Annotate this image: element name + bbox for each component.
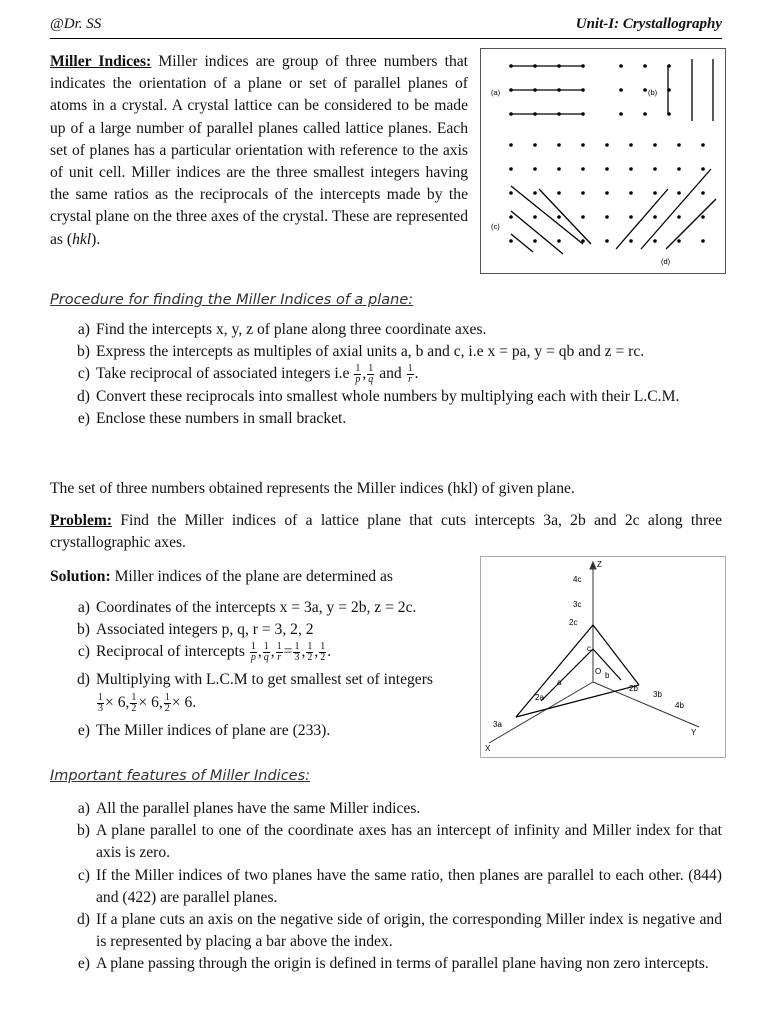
item-text: If the Miller indices of two planes have the same ratio, then planes are parallel to each other. (844) and (422) are parallel planes. [96, 866, 722, 906]
intercepts-figure [480, 556, 726, 758]
item-text: All the parallel planes have the same Miller indices. [96, 800, 421, 817]
item-marker: e) [77, 409, 90, 427]
lattice-points [509, 64, 705, 243]
lattice-point [677, 215, 681, 219]
list-item [50, 597, 480, 619]
lattice-point [509, 215, 513, 219]
lattice-point [509, 191, 513, 195]
lattice-point [533, 167, 537, 171]
item-text: Associated integers p, q, r = 3, 2, 2 [96, 621, 314, 639]
fraction: $\frac{1}{q}$ [368, 363, 374, 386]
figure-label-d: (d) [661, 257, 671, 266]
item-marker: e) [77, 721, 90, 739]
solution-label: Solution: [50, 568, 111, 585]
intro-end: ). [91, 230, 101, 248]
lattice-point [701, 215, 705, 219]
list-item [50, 909, 722, 953]
plane-triangle [516, 625, 639, 717]
procedure-list [50, 319, 722, 430]
lattice-planes-figure [480, 48, 726, 274]
item-text: If a plane cuts an axis on the negative side of origin, the corresponding Miller index is negative and is represented by placing a bar above the index. [96, 911, 722, 951]
item-text: Reciprocal of intercepts [96, 643, 245, 661]
list-item: c) Take reciprocal of associated integers i.e $\frac{1}{p}$ , $\frac{1}{q}$ and $\frac{1}{r}$ . [50, 363, 722, 385]
lattice-point [557, 239, 561, 243]
list-item [50, 865, 722, 909]
lattice-point [643, 88, 647, 92]
lattice-point [509, 167, 513, 171]
lattice-plane-lines [511, 59, 716, 254]
author-label: @Dr. SS [50, 16, 102, 32]
unit-title: Unit-I: Crystallography [575, 16, 722, 32]
lattice-point [629, 167, 633, 171]
lattice-point [533, 191, 537, 195]
list-item: c) Reciprocal of intercepts $\frac{1}{p}$ , $\frac{1}{q}$ , $\frac{1}{r}$ = $\frac{1}{3}$ , $\frac{1}{2}$ , $\frac{1}{2}$ . [50, 641, 480, 669]
lattice-point [509, 143, 513, 147]
item-text: Express the intercepts as multiples of axial units a, b and c, i.e x = pa, y = qb and z = rc. [96, 343, 645, 361]
item-marker: a) [77, 800, 90, 817]
lattice-point [677, 191, 681, 195]
tick-label: 4b [675, 701, 684, 710]
item-text: Coordinates of the intercepts x = 3a, y = 2b, z = 2c. [96, 599, 417, 616]
lattice-point [533, 215, 537, 219]
lattice-point [581, 215, 585, 219]
item-marker: d) [77, 387, 90, 405]
features-list [50, 798, 722, 976]
axis-label-y: Y [691, 728, 697, 737]
lattice-point [653, 215, 657, 219]
lattice-point [629, 191, 633, 195]
lattice-point [701, 191, 705, 195]
problem-paragraph [50, 510, 722, 554]
unit-label-a: a [557, 678, 562, 687]
tick-label: 3a [493, 720, 502, 729]
lattice-point [677, 167, 681, 171]
lattice-point [605, 167, 609, 171]
lattice-point [557, 215, 561, 219]
list-item [50, 669, 480, 691]
lattice-point [557, 191, 561, 195]
solution-text: Miller indices of the plane are determined as [110, 568, 393, 585]
item-marker: b) [77, 822, 90, 840]
list-item [50, 386, 722, 408]
figure-label-c: (c) [491, 222, 500, 231]
list-item [50, 319, 722, 341]
lattice-point [643, 64, 647, 68]
item-text: Enclose these numbers in small bracket. [96, 409, 347, 427]
hkl-symbol: hkl [72, 230, 92, 248]
figure-label-a: (a) [491, 88, 501, 97]
list-item [50, 720, 480, 742]
item-text: Take reciprocal of associated integers i.e [96, 365, 350, 383]
solution-paragraph [50, 566, 470, 588]
lattice-point [605, 191, 609, 195]
item-marker: c) [77, 866, 90, 884]
figure-label-b: (b) [648, 88, 658, 97]
procedure-heading [50, 290, 413, 308]
and-word: and [379, 365, 402, 383]
item-marker: b) [77, 343, 90, 361]
features-heading-text: Important features of Miller Indices: [50, 768, 311, 784]
lattice-point [643, 112, 647, 116]
miller-indices-term: Miller Indices: [50, 53, 152, 70]
tick-label: 3b [653, 690, 662, 699]
lattice-point [677, 143, 681, 147]
axis-label-z: Z [597, 560, 602, 569]
tick-label: 2a [535, 693, 544, 702]
procedure-conclusion: The set of three numbers obtained represents the Miller indices (hkl) of given plane. [50, 480, 575, 497]
lattice-point [701, 239, 705, 243]
axis-label-x: X [485, 744, 491, 753]
list-item [50, 619, 480, 641]
list-item [50, 953, 722, 975]
page-header [50, 14, 722, 39]
intro-paragraph [50, 51, 468, 251]
lattice-point [581, 143, 585, 147]
item-text: A plane parallel to one of the coordinate axes has an intercept of infinity and Miller index for that axis is zero. [96, 822, 722, 862]
unit-label-c: c [587, 644, 591, 653]
item-marker: a) [77, 321, 90, 338]
lattice-point [629, 239, 633, 243]
tick-label: 2c [569, 618, 578, 627]
lattice-point [605, 143, 609, 147]
item-text: The Miller indices of plane are (233). [96, 721, 331, 739]
fraction: $\frac{1}{r}$ [407, 363, 413, 386]
lattice-point [653, 191, 657, 195]
list-item [50, 798, 722, 820]
origin-label: O [595, 667, 602, 676]
item-marker: a) [77, 599, 90, 616]
item-marker: e) [77, 955, 90, 973]
lattice-point [701, 167, 705, 171]
lattice-point [653, 239, 657, 243]
intro-text: Miller indices are group of three numbers that indicates the orientation of a plane or set of parallel planes of atoms in a crystal. A crystal lattice can be considered to be made up of a large number of parallel planes called lattice planes. Each set of planes has a particular orientation with reference to the axis of unit cell. Miller indices are the three smallest integers having the same ratios as the reciprocals of the intercepts made by the crystal plane on the three axes of the crystal. These are represented as ( [50, 53, 468, 248]
item-marker: d) [77, 671, 90, 689]
lattice-point [619, 64, 623, 68]
lattice-point [629, 215, 633, 219]
tick-label: 4c [573, 575, 582, 584]
lattice-point [677, 239, 681, 243]
features-heading [50, 766, 310, 784]
lattice-point [557, 167, 561, 171]
list-item [50, 408, 722, 430]
item-text: Find the intercepts x, y, z of plane along three coordinate axes. [96, 321, 487, 338]
list-item [50, 820, 722, 864]
solution-list [50, 597, 480, 742]
tick-label: 2b [629, 684, 638, 693]
item-marker: c) [77, 365, 90, 383]
lattice-point [629, 143, 633, 147]
lattice-point [509, 239, 513, 243]
lattice-point [619, 112, 623, 116]
list-item [50, 341, 722, 363]
lattice-point [701, 143, 705, 147]
lattice-point [581, 167, 585, 171]
lattice-point [557, 143, 561, 147]
item-marker: b) [77, 621, 90, 639]
item-text: Convert these reciprocals into smallest whole numbers by multiplying each with their L.C.M. [96, 387, 680, 405]
item-text: Multiplying with L.C.M to get smallest set of integers [96, 671, 433, 689]
fraction: $\frac{1}{p}$ [355, 363, 361, 386]
problem-text: Find the Miller indices of a lattice plane that cuts intercepts 3a, 2b and 2c along three crystallographic axes. [50, 512, 722, 552]
list-item: $\frac{1}{3}$ × 6, $\frac{1}{2}$ × 6, $\frac{1}{2}$ × 6. [98, 691, 197, 714]
unit-label-b: b [605, 671, 610, 680]
lattice-point [619, 88, 623, 92]
lattice-point [533, 143, 537, 147]
tick-label: 3c [573, 600, 582, 609]
procedure-heading-text: Procedure for finding the Miller Indices of a plane: [50, 292, 414, 308]
lattice-point [653, 143, 657, 147]
lattice-point [605, 215, 609, 219]
lattice-point [653, 167, 657, 171]
lattice-point [533, 239, 537, 243]
lattice-point [605, 239, 609, 243]
item-text: A plane passing through the origin is defined in terms of parallel plane having non zero intercepts. [96, 955, 709, 973]
item-marker: d) [77, 911, 90, 929]
problem-label: Problem: [50, 512, 113, 529]
lattice-point [581, 191, 585, 195]
item-marker: c) [77, 643, 90, 661]
